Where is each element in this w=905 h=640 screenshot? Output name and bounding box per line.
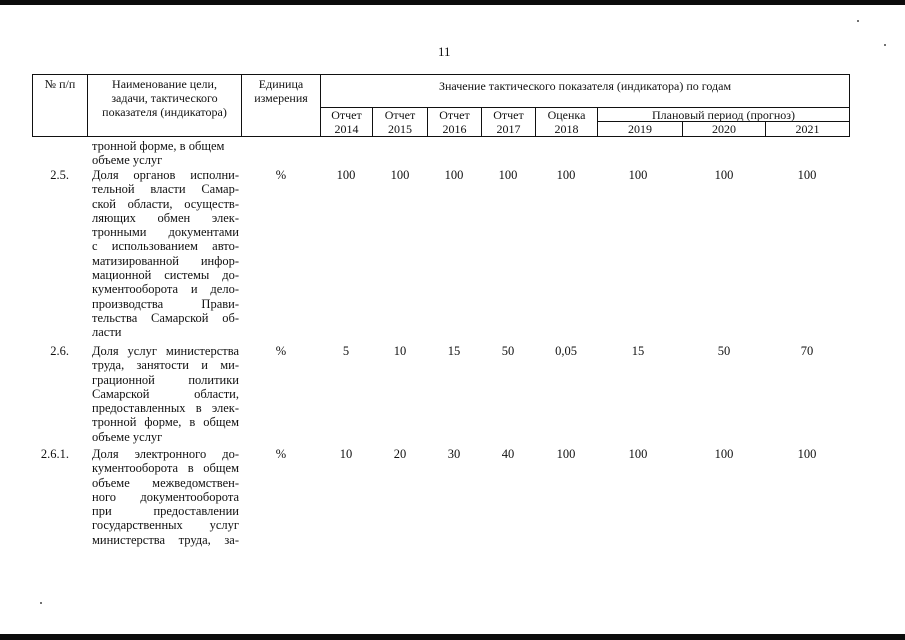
header-name: Наименование цели, задачи, тактического показателя (индикатора) xyxy=(102,77,227,119)
header-year-2021: 2021 xyxy=(795,122,820,136)
value-2017: 40 xyxy=(501,447,515,461)
value-2017: 100 xyxy=(498,168,518,182)
header-year-2018: Оценка 2018 xyxy=(547,108,586,136)
row-number: 2.5. xyxy=(50,168,69,182)
value-2014: 5 xyxy=(342,344,350,358)
scan-border-bottom xyxy=(0,634,905,640)
continuation-text: тронной форме, в общем объеме услуг xyxy=(92,139,225,168)
scan-speck xyxy=(884,44,886,46)
scan-border-top xyxy=(0,0,905,5)
row-unit: % xyxy=(275,344,287,358)
header-unit: Единица измерения xyxy=(254,77,308,105)
scan-speck xyxy=(857,20,859,22)
value-2016: 100 xyxy=(444,168,464,182)
header-year-2020: 2020 xyxy=(712,122,736,136)
value-2021: 70 xyxy=(800,344,814,358)
value-2018: 100 xyxy=(556,168,576,182)
header-year-2019: 2019 xyxy=(628,122,652,136)
header-year-2014: Отчет 2014 xyxy=(331,108,362,136)
row-name: Доля электронного до- кументооборота в общем объеме межведомствен- ного документооборота при предоставлении государственных услуг министерства труда, за- xyxy=(92,447,239,547)
row-unit: % xyxy=(275,447,287,461)
value-2021: 100 xyxy=(797,168,817,182)
row-name: Доля органов исполни- тельной власти Самар- ской области, осуществ- ляющих обмен элек- тронными документами с использованием авто- матизированной инфор- мационной системы до- кументооборота и дело- производства Прави- тельства Самарской об- ласти xyxy=(92,168,239,340)
header-top-border xyxy=(32,74,850,75)
value-2014: 100 xyxy=(336,168,356,182)
value-2015: 10 xyxy=(393,344,407,358)
scan-speck xyxy=(40,602,42,604)
header-plan-period: Плановый период (прогноз) xyxy=(652,108,795,122)
row-number: 2.6.1. xyxy=(40,447,69,461)
value-2019: 15 xyxy=(631,344,645,358)
col-border xyxy=(849,74,850,137)
value-2018: 100 xyxy=(556,447,576,461)
value-2016: 30 xyxy=(447,447,461,461)
value-2020: 50 xyxy=(717,344,731,358)
header-num: № п/п xyxy=(44,77,76,91)
value-2015: 100 xyxy=(390,168,410,182)
value-2019: 100 xyxy=(628,168,648,182)
header-bottom-border xyxy=(32,136,850,137)
value-2017: 50 xyxy=(501,344,515,358)
row-number: 2.6. xyxy=(50,344,69,358)
header-year-2017: Отчет 2017 xyxy=(493,108,524,136)
row-name: Доля услуг министерства труда, занятости и ми- грационной политики Самарской области, предоставленных в элек- тронной форме, в общем объеме услуг xyxy=(92,344,239,444)
value-2020: 100 xyxy=(714,447,734,461)
header-year-2015: Отчет 2015 xyxy=(384,108,416,136)
row-unit: % xyxy=(275,168,287,182)
value-2021: 100 xyxy=(797,447,817,461)
page-number: 11 xyxy=(438,44,451,59)
value-2014: 10 xyxy=(339,447,353,461)
value-2019: 100 xyxy=(628,447,648,461)
value-2015: 20 xyxy=(393,447,407,461)
value-2018: 0,05 xyxy=(555,344,577,358)
value-2020: 100 xyxy=(714,168,734,182)
header-year-2016: Отчет 2016 xyxy=(439,108,470,136)
header-values-by-year: Значение тактического показателя (индикатора) по годам xyxy=(438,79,732,93)
value-2016: 15 xyxy=(447,344,461,358)
